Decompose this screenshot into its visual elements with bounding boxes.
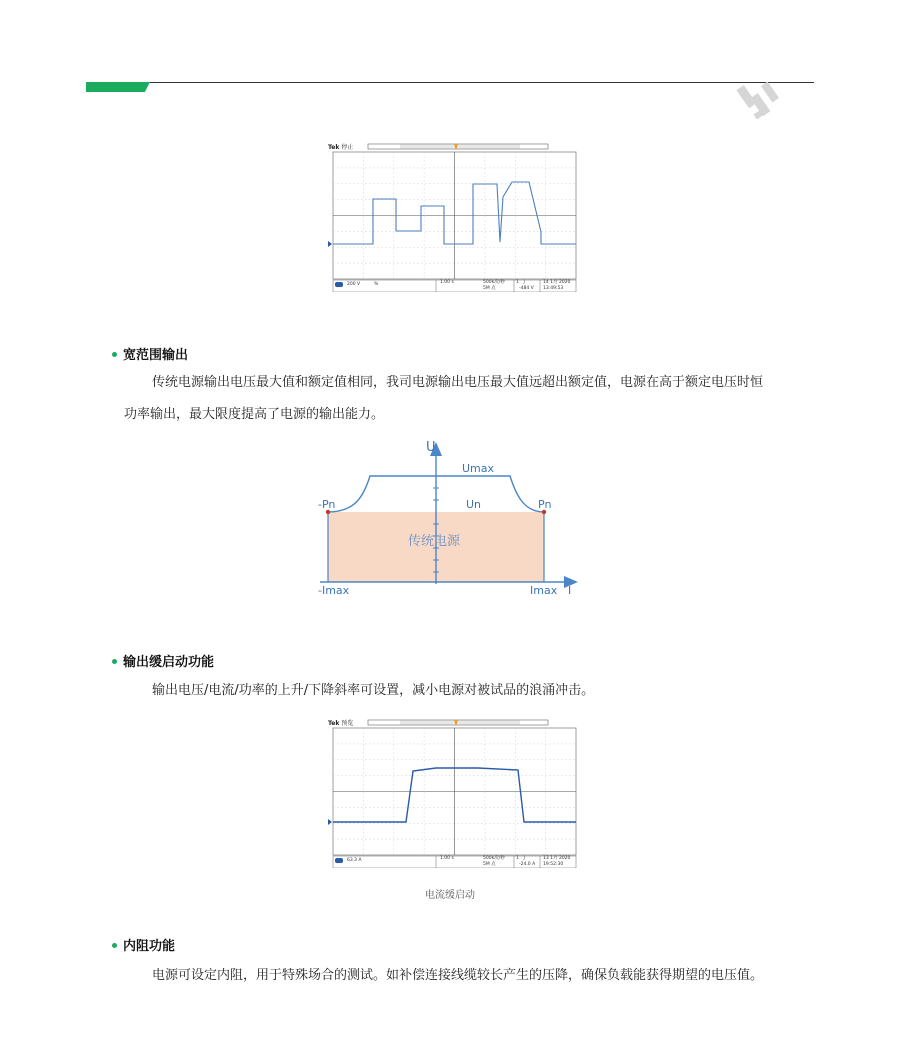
figure-caption-current-soft-start: 电流缓启动 [425, 890, 475, 901]
section-title-soft-start: 输出缓启动功能 [112, 651, 214, 670]
leaf-logo-icon [736, 78, 784, 132]
header-rule [86, 82, 814, 83]
trigger-level: -484 V [519, 286, 534, 291]
scope-date: 14 1月 2020 [543, 280, 571, 285]
time-div: 1.00 s [440, 280, 454, 285]
scope-brand-label: Tek 预览 [328, 720, 354, 727]
paragraph-wide-range-line1: 传统电源输出电压最大值和额定值相同，我司电源输出电压最大值远超出额定值，电源在高于额定电压时恒 [152, 375, 764, 390]
label-imax: Imax [530, 584, 558, 597]
label-traditional-power: 传统电源 [408, 534, 461, 549]
section-title-wide-range: 宽范围输出 [112, 344, 188, 363]
ch1-scale: 200 V [347, 282, 361, 287]
oscilloscope-screenshot-current [328, 718, 582, 868]
scope-time: 19:52:30 [543, 862, 564, 867]
trigger-slope: ∫ [523, 856, 526, 861]
bullet-dot-icon [112, 943, 117, 948]
label-neg-imax: -Imax [318, 584, 350, 597]
trigger-level: -24.0 A [519, 862, 536, 867]
ch1-scale: 63.3 A [347, 858, 362, 863]
scope-date: 13 1月 2020 [543, 856, 571, 861]
trigger-channel: 1 [516, 856, 519, 861]
label-un: Un [466, 498, 482, 511]
bullet-dot-icon [112, 659, 117, 664]
sample-rate: 500k次/秒 [483, 856, 505, 861]
label-pn: Pn [538, 498, 552, 511]
bullet-dot-icon [112, 352, 117, 357]
paragraph-soft-start: 输出电压/电流/功率的上升/下降斜率可设置，减小电源对被试品的浪涌冲击。 [152, 683, 595, 698]
ch1-coupling: % [374, 282, 379, 287]
time-div: 1.00 s [440, 856, 454, 861]
header-accent-tab [86, 82, 150, 92]
label-neg-pn: -Pn [318, 498, 336, 511]
record-points: 5M 点 [483, 286, 496, 291]
section-title-internal-resistance: 内阻功能 [112, 935, 175, 954]
sample-rate: 500k次/秒 [483, 280, 505, 285]
axis-label-u: U [426, 440, 436, 455]
scope-time: 13:49:53 [543, 286, 564, 291]
record-points: 5M 点 [483, 862, 496, 867]
trigger-channel: 1 [516, 280, 519, 285]
oscilloscope-screenshot-voltage [328, 142, 582, 292]
scope-brand-label: Tek 停止 [328, 144, 354, 151]
power-characteristic-diagram [316, 440, 584, 598]
label-umax: Umax [462, 462, 495, 475]
axis-label-i: I [568, 584, 572, 597]
paragraph-internal-resistance: 电源可设定内阻，用于特殊场合的测试。如补偿连接线缆较长产生的压降，确保负载能获得期望的电压值。 [152, 968, 764, 983]
paragraph-wide-range-line2: 功率输出，最大限度提高了电源的输出能力。 [124, 407, 385, 422]
trigger-slope: ∫ [523, 280, 526, 285]
